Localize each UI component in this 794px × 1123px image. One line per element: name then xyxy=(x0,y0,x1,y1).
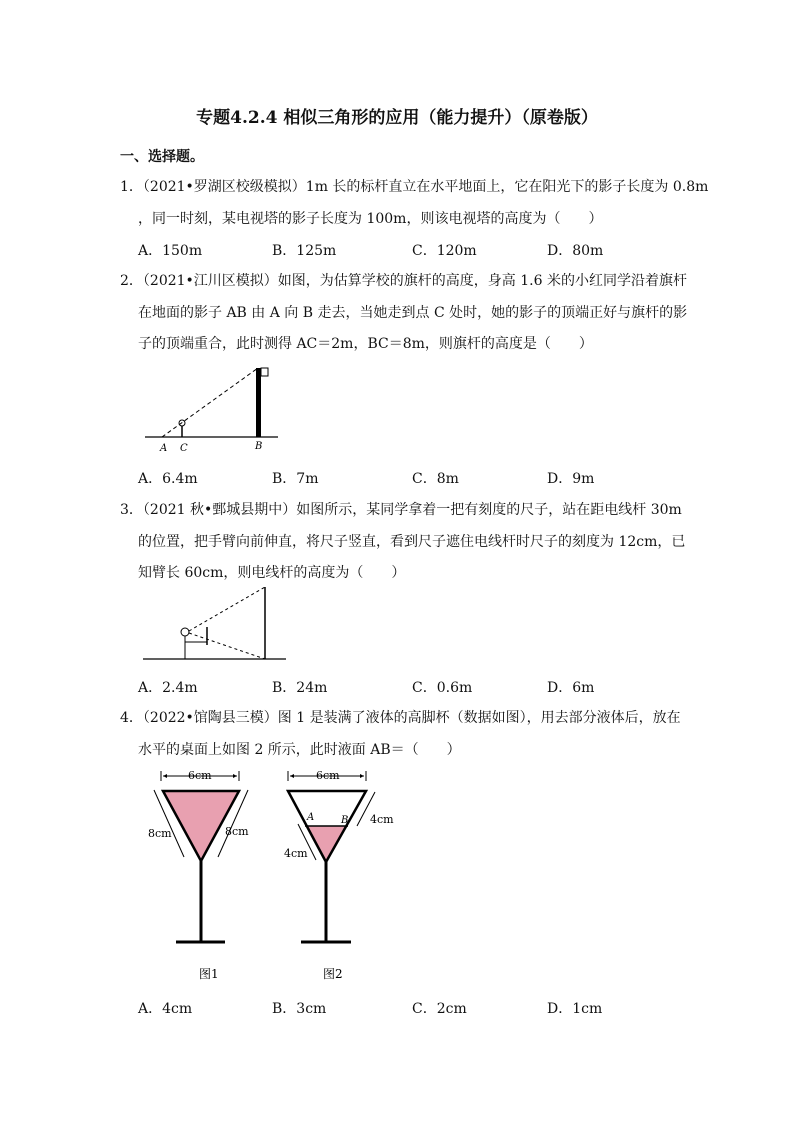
q4-figures xyxy=(130,762,410,987)
fig2-top-label: 6cm xyxy=(316,769,340,782)
q3-line3: 知臂长 60cm，则电线杆的高度为（ ） xyxy=(138,565,406,581)
q4-line2: 水平的桌面上如图 2 所示，此时液面 AB＝（ ） xyxy=(138,742,461,758)
q1-line2: ，同一时刻，某电视塔的影子长度为 100m，则该电视塔的高度为（ ） xyxy=(138,211,603,227)
fig1-left-label: 8cm xyxy=(148,827,172,840)
fig2-label-a: A xyxy=(307,812,315,823)
fig2-liquid xyxy=(307,826,346,862)
q3-pole-figure xyxy=(143,585,289,665)
q3-line1: 3．（2021 秋•鄄城县期中）如图所示，某同学拿着一把有刻度的尺子，站在距电线杆 30m xyxy=(120,502,682,518)
q1-option-a: A．150m xyxy=(138,243,203,259)
q1-line1: 1．（2021•罗湖区校级模拟）1m 长的标杆直立在水平地面上，它在阳光下的影子长度为 0.8m xyxy=(120,179,709,195)
q4-option-c: C．2cm xyxy=(412,1001,467,1017)
q2-line2: 在地面的影子 AB 由 A 向 B 走去，当她走到点 C 处时，她的影子的顶端正好与旗杆的影 xyxy=(138,305,688,321)
fig1-top-label: 6cm xyxy=(188,769,212,782)
q2-flagpole-figure xyxy=(140,360,280,460)
q3-option-b: B．24m xyxy=(272,680,328,696)
q2-line1: 2．（2021•江川区模拟）如图，为估算学校的旗杆的高度，身高 1.6 米的小红同学沿着旗杆 xyxy=(120,273,687,289)
q4-option-b: B．3cm xyxy=(272,1001,327,1017)
fig2-caption: 图2 xyxy=(323,967,343,981)
fig2-right-label: 4cm xyxy=(370,813,394,826)
q4-option-d: D．1cm xyxy=(547,1001,603,1017)
fig2-label-b: B xyxy=(341,815,349,826)
q3-option-d: D．6m xyxy=(547,680,595,696)
q2-label-a: A xyxy=(160,443,168,454)
q3-option-c: C．0.6m xyxy=(412,680,473,696)
q2-option-a: A．6.4m xyxy=(138,471,198,487)
q1-option-d: D．80m xyxy=(547,243,604,259)
section-heading: 一、选择题。 xyxy=(120,149,204,165)
q4-option-a: A．4cm xyxy=(138,1001,193,1017)
q2-option-c: C．8m xyxy=(412,471,459,487)
page-title: 专题4.2.4 相似三角形的应用（能力提升）（原卷版） xyxy=(196,108,598,128)
q2-label-c: C xyxy=(180,443,188,454)
fig1-caption: 图1 xyxy=(199,967,219,981)
q3-line2: 的位置，把手臂向前伸直，将尺子竖直，看到尺子遮住电线杆时尺子的刻度为 12cm，已 xyxy=(138,534,686,550)
q4-figure-2 xyxy=(284,769,394,981)
q4-line1: 4．（2022•馆陶县三模）图 1 是装满了液体的高脚杯（数据如图），用去部分液体后，放在 xyxy=(120,710,681,726)
fig2-left-label: 4cm xyxy=(284,847,308,860)
q2-line3: 子的顶端重合，此时测得 AC＝2m，BC＝8m，则旗杆的高度是（ ） xyxy=(138,336,593,352)
q1-option-c: C．120m xyxy=(412,243,477,259)
q2-option-d: D．9m xyxy=(547,471,595,487)
fig1-right-label: 8cm xyxy=(225,825,249,838)
q4-figure-1 xyxy=(148,769,249,981)
q2-label-b: B xyxy=(255,441,263,452)
q2-option-b: B．7m xyxy=(272,471,319,487)
q1-option-b: B．125m xyxy=(272,243,337,259)
q3-option-a: A．2.4m xyxy=(138,680,198,696)
